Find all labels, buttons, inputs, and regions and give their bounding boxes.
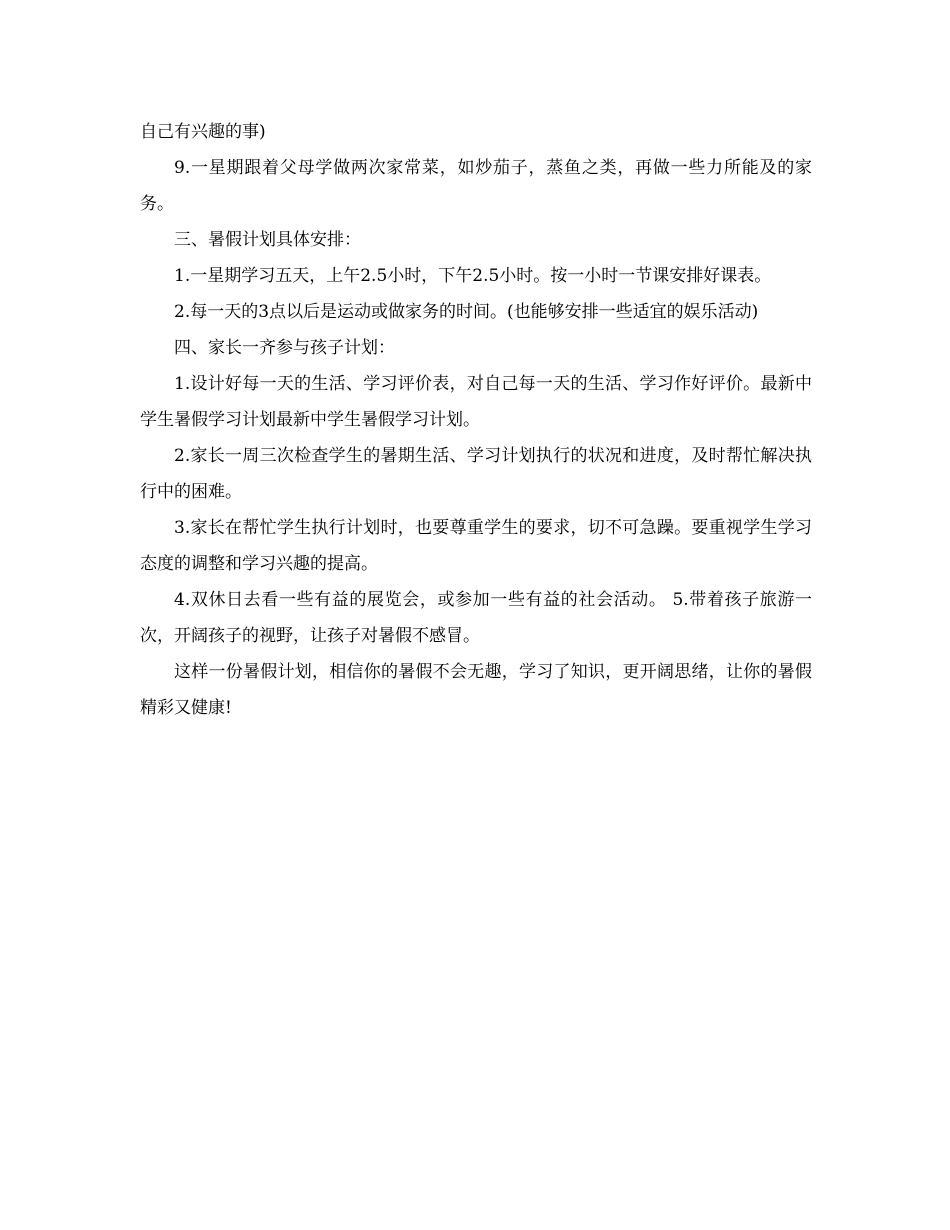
document-body [140, 114, 812, 726]
paragraph-parents-4-5: 4.双休日去看一些有益的展览会，或参加一些有益的社会活动。 5.带着孩子旅游一次，开阔孩子的视野，让孩子对暑假不感冒。 [140, 590, 812, 646]
paragraph-continuation: 自己有兴趣的事) [140, 122, 266, 142]
paragraph-parents-1: 1.设计好每一天的生活、学习评价表，对自己每一天的生活、学习作好评价。最新中学生暑假学习计划最新中学生暑假学习计划。 [140, 374, 812, 430]
paragraph-parents-3: 3.家长在帮忙学生执行计划时，也要尊重学生的要求，切不可急躁。要重视学生学习态度的调整和学习兴趣的提高。 [140, 518, 812, 574]
paragraph-conclusion: 这样一份暑假计划，相信你的暑假不会无趣，学习了知识，更开阔思绪，让你的暑假精彩又健康! [140, 662, 812, 718]
section-heading-schedule: 三、暑假计划具体安排： [174, 230, 361, 250]
paragraph-schedule-1: 1.一星期学习五天，上午2.5小时，下午2.5小时。按一小时一节课安排好课表。 [174, 266, 772, 286]
paragraph-parents-2: 2.家长一周三次检查学生的暑期生活、学习计划执行的状况和进度，及时帮忙解决执行中的困难。 [140, 446, 812, 502]
section-heading-parents: 四、家长一齐参与孩子计划： [174, 338, 395, 358]
paragraph-item-9-cooking: 9.一星期跟着父母学做两次家常菜，如炒茄子，蒸鱼之类，再做一些力所能及的家务。 [140, 158, 812, 214]
paragraph-schedule-2: 2.每一天的3点以后是运动或做家务的时间。(也能够安排一些适宜的娱乐活动) [174, 302, 759, 322]
